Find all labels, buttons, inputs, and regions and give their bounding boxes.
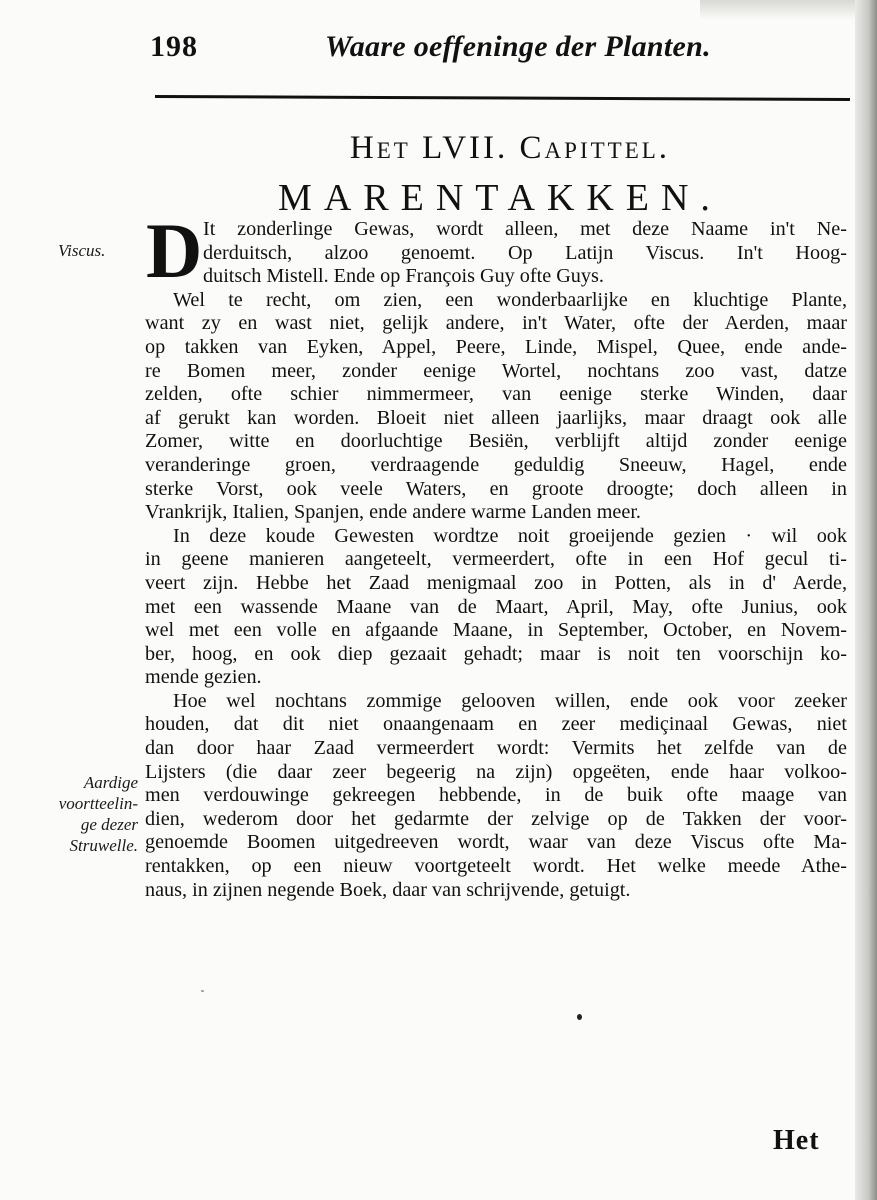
body-line: Lijsters (die daar zeer begeerig na zijn) opgeëten, ende haar volkoo- (145, 760, 847, 783)
body-line: Wel te recht, om zien, een wonderbaarlijke en kluchtige Plante, (173, 288, 847, 311)
margin-note-line: Struwelle. (69, 836, 138, 855)
running-head: Waare oeffeninge der Planten. (325, 30, 711, 63)
body-line: veert zijn. Hebbe het Zaad menigmaal zoo in Potten, als in d' Aerde, (145, 571, 847, 594)
header-rule (155, 95, 850, 101)
body-line: Vrankrijk, Italien, Spanjen, ende andere warme Landen meer. (145, 501, 641, 524)
body-line: houden, dat dit niet onaangenaam en zeer mediçinaal Gewas, niet (145, 713, 847, 736)
body-line: met een wassende Maane van de Maart, April, May, ofte Junius, ook (145, 595, 847, 618)
body-line: Hoe wel nochtans zommige gelooven willen, ende ook voor zeeker (173, 689, 847, 712)
catchword: Het (773, 1125, 820, 1156)
ink-speck (201, 990, 204, 992)
body-line: duitsch Mistell. Ende op François Guy ofte Guys. (203, 265, 604, 288)
chapter-body (145, 218, 847, 902)
body-line: Zomer, witte en doorluchtige Besiën, verblijft altijd zonder eenige (145, 430, 847, 453)
body-line: dan door haar Zaad vermeerdert wordt: Vermits het zelfde van de (145, 737, 847, 760)
chapter-title: Het LVII. Capittel. (349, 130, 671, 166)
body-line: genoemde Boomen uitgedreeven wordt, waar van deze Viscus ofte Ma- (145, 831, 847, 854)
margin-note-line: Aardige (83, 773, 138, 792)
margin-note-line: ge dezer (80, 815, 138, 834)
body-line: op takken van Eyken, Appel, Peere, Linde, Mispel, Quee, ende ande- (145, 335, 847, 358)
drop-cap: D (146, 207, 203, 294)
body-line: derduitsch, alzoo genoemt. Op Latijn Viscus. In't Hoog- (203, 241, 847, 264)
body-line: dien, wederom door het gedarmte der zelvige op de Takken der voor- (145, 807, 847, 830)
body-line: mende gezien. (145, 666, 262, 689)
margin-note-viscus: Viscus. (58, 241, 106, 260)
body-line: ber, hoog, en ook diep gezaait gehadt; maar is noit ten voorschijn ko- (145, 642, 847, 665)
margin-note-line: voortteelin- (58, 794, 138, 813)
chapter-subtitle: MARENTAKKEN. (278, 177, 722, 219)
ink-speck (577, 1014, 582, 1020)
body-line: want zy en wast niet, gelijk andere, in't Water, ofte der Aerden, maar (145, 312, 847, 335)
body-line: naus, in zijnen negende Boek, daar van schrijvende, getuigt. (145, 878, 631, 901)
body-line: In deze koude Gewesten wordtze noit groeijende gezien · wil ook (173, 524, 847, 547)
body-line: men verdouwinge gekreegen hebbende, in de buik ofte maage van (145, 784, 847, 807)
page-top-shadow (700, 0, 877, 20)
body-line: It zonderlinge Gewas, wordt alleen, met deze Naame in't Ne- (203, 218, 847, 240)
body-line: re Bomen meer, zonder eenige Wortel, nochtans zoo vast, datze (145, 359, 847, 382)
body-line: rentakken, op een nieuw voortgeteelt wordt. Het welke meede Athe- (145, 855, 847, 878)
page-binding-edge (855, 0, 877, 1200)
body-line: sterke Vorst, ook veele Waters, en groote droogte; doch alleen in (145, 477, 847, 500)
page-number: 198 (150, 30, 198, 63)
body-line: veranderinge groen, verdraagende geduldig Sneeuw, Hagel, ende (145, 453, 847, 476)
body-line: zelden, ofte schier nimmermeer, van eenige sterke Winden, daar (145, 383, 847, 406)
margin-note-aardige (34, 772, 138, 856)
body-line: wel met een volle en afgaande Maane, in September, October, en Novem- (145, 619, 847, 642)
body-line: in geene manieren aangeteelt, vermeerdert, ofte in een Hof gecul ti- (145, 548, 847, 571)
body-line: af gerukt kan worden. Bloeit niet alleen jaarlijks, maar draagt ook alle (145, 406, 847, 429)
